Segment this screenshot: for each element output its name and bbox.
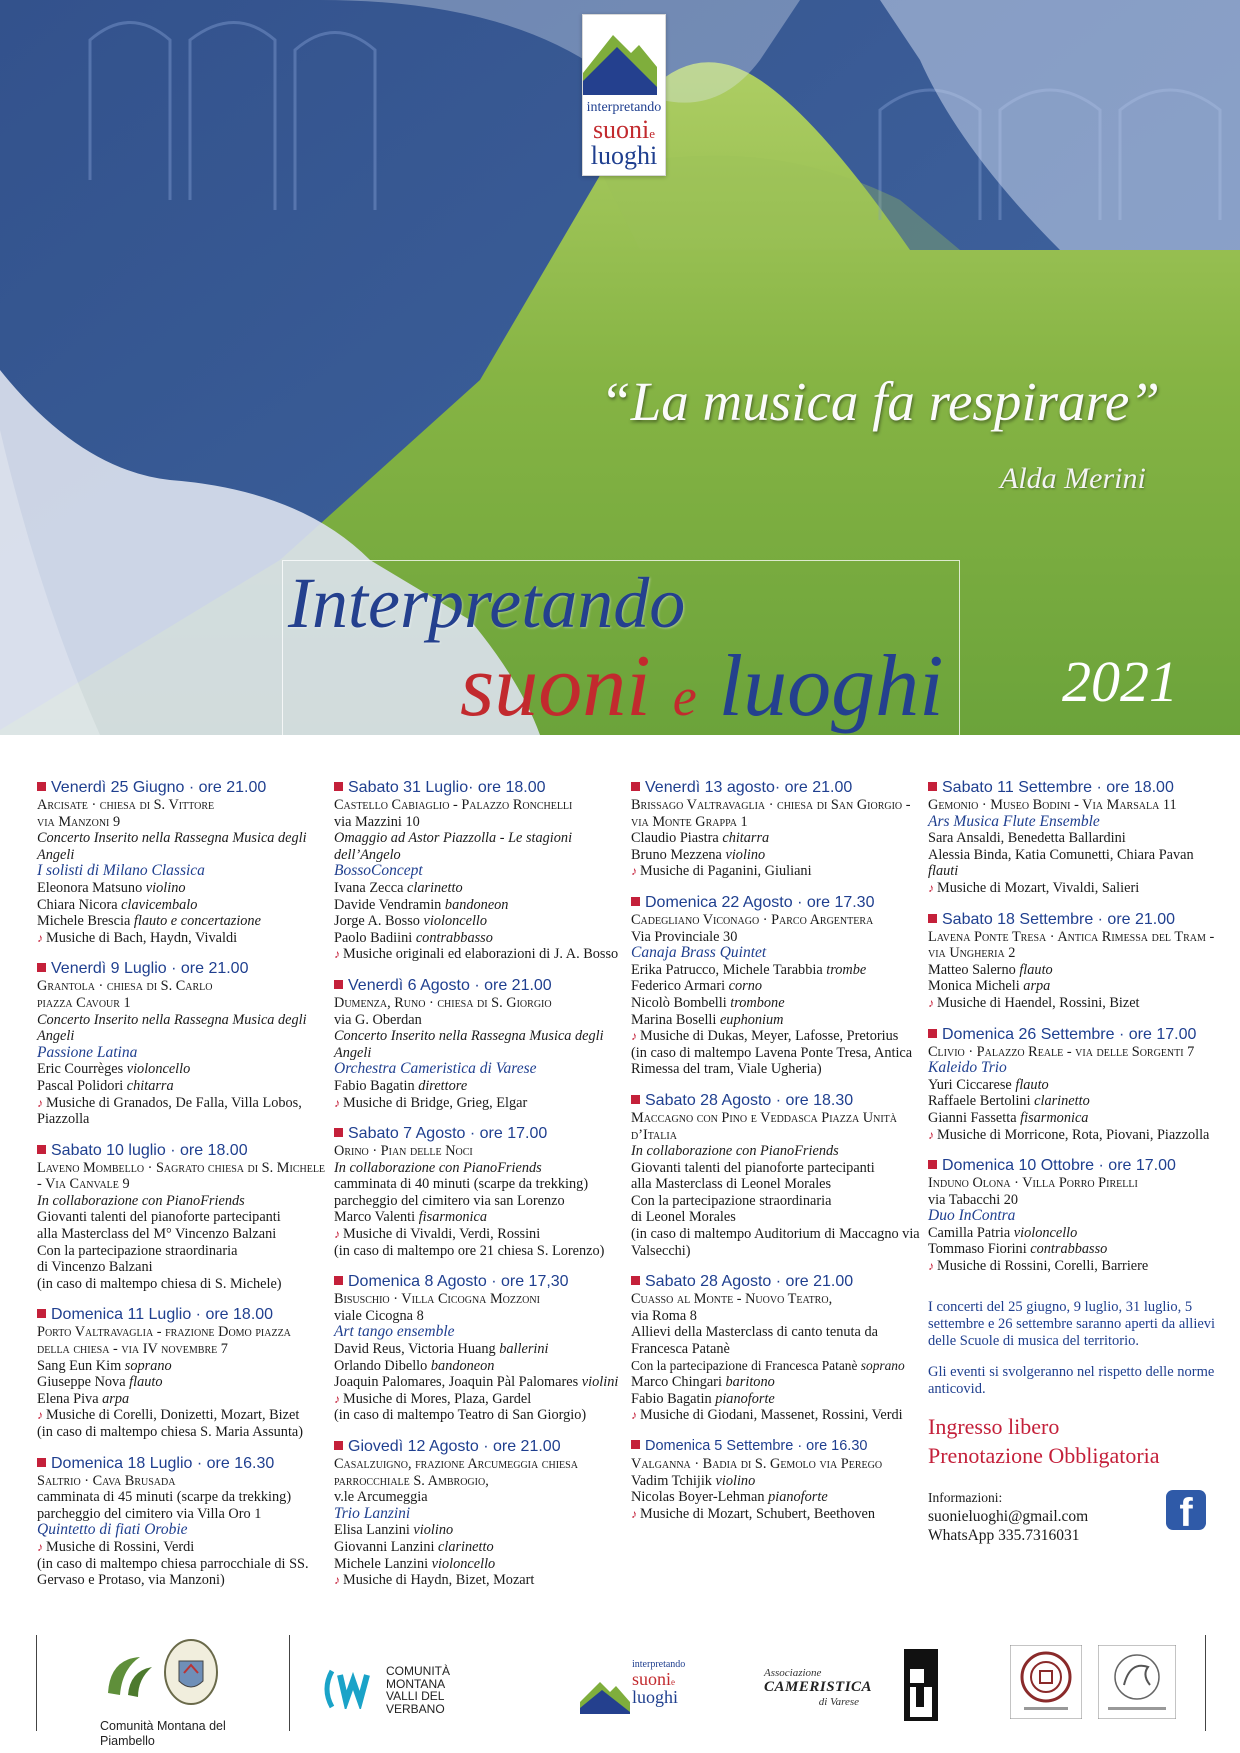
event-address: Via Provinciale 30 [631, 928, 738, 945]
performer: Elena Piva arpa [37, 1390, 130, 1407]
performer: Eric Courrèges violoncello [37, 1061, 191, 1078]
event-place: Saltrio · Cava Brusada [37, 1472, 176, 1489]
event-place: Gemonio · Museo Bodini - Via Marsala 11 [928, 797, 1177, 813]
piano-logo-icon [904, 1649, 938, 1721]
title-line2 [460, 636, 944, 737]
performer: David Reus, Victoria Huang ballerini [334, 1341, 549, 1358]
event-place: Clivio · Palazzo Reale - via delle Sorgenti 7 [928, 1043, 1195, 1060]
event-item [631, 893, 921, 1078]
cm-piambello-emblem-icon [100, 1649, 160, 1703]
event-address: via Roma 8 [631, 1307, 697, 1324]
event-address: v.le Arcumeggia [334, 1489, 428, 1506]
performer: Michele Brescia flauto e concertazione [37, 913, 261, 930]
event-heading: Venerdì 25 Giugno · ore 21.00 [37, 778, 327, 797]
event-line: (in caso di maltempo Lavena Ponte Tresa, Antica Rimessa del tram, Viale Ugheria) [631, 1044, 913, 1078]
event-note: In collaborazione con PianoFriends [631, 1143, 839, 1160]
event-line: Giovanti talenti del pianoforte partecipanti [37, 1209, 281, 1226]
event-heading: Sabato 10 luglio · ore 18.00 [37, 1141, 327, 1160]
program-column-4 [928, 778, 1218, 1545]
title-suoni: suoni [460, 638, 651, 735]
event-note: Concerto Inserito nella Rassegna Musica degli Angeli [37, 1011, 307, 1045]
performer: Joaquin Palomares, Joaquin Pàl Palomares violini [334, 1374, 619, 1391]
performer: Marco Chingari baritono [631, 1374, 775, 1391]
event-place: Brissago Valtravaglia · chiesa di San Giorgio - via Monte Grappa 1 [631, 797, 911, 830]
event-address: viale Cicogna 8 [334, 1307, 424, 1324]
cm-verbano-logo [322, 1665, 472, 1725]
event-heading: Venerdì 13 agosto· ore 21.00 [631, 778, 921, 797]
event-heading: Domenica 18 Luglio · ore 16.30 [37, 1454, 327, 1473]
event-line: Giovanti talenti del pianoforte partecipanti [631, 1159, 875, 1176]
event-ensemble: Trio Lanzini [334, 1504, 411, 1522]
event-place: Maccagno con Pino e Veddasca Piazza Unità d’Italia [631, 1109, 897, 1143]
event-note: In collaborazione con PianoFriends [334, 1159, 542, 1176]
event-line: Sara Ansaldi, Benedetta Ballardini [928, 830, 1126, 847]
schools-note: I concerti del 25 giugno, 9 luglio, 31 luglio, 5 settembre e 26 settembre saranno aperti da allievi delle Scuole di musica del territorio. [928, 1298, 1216, 1349]
title-luoghi: luoghi [718, 638, 944, 735]
event-ensemble: BossoConcept [334, 862, 423, 880]
year: 2021 [1062, 649, 1178, 714]
cm-verbano-text: COMUNITÀ MONTANA VALLI DEL VERBANO [386, 1664, 450, 1716]
performer: Vadim Tchijik violino [631, 1472, 756, 1489]
event-program: ♪ Musiche di Dukas, Meyer, Lafosse, Pretorius [631, 1028, 921, 1045]
event-program: ♪ Musiche di Paganini, Giuliani [631, 863, 921, 880]
mountain-logo-icon [580, 1674, 630, 1714]
facebook-icon[interactable]: f [1166, 1490, 1206, 1530]
event-program: ♪ Musiche di Haendel, Rossini, Bizet [928, 995, 1218, 1012]
event-ensemble: Ars Musica Flute Ensemble [928, 812, 1100, 830]
performer: Tommaso Fiorini contrabbasso [928, 1241, 1108, 1258]
event-line: camminata di 45 minuti (scarpe da trekking) [37, 1489, 292, 1506]
event-heading: Sabato 7 Agosto · ore 17.00 [334, 1124, 624, 1143]
event-place: Lavena Ponte Tresa · Antica Rimessa del Tram - via Ungheria 2 [928, 928, 1215, 962]
performer: Giovanni Lanzini clarinetto [334, 1538, 494, 1555]
event-ensemble: Duo InContra [928, 1207, 1016, 1225]
event-item [37, 1305, 327, 1440]
event-ensemble: Art tango ensemble [334, 1323, 455, 1341]
event-heading: Giovedì 12 Agosto · ore 21.00 [334, 1437, 624, 1456]
event-place: Casalzuigno, frazione Arcumeggia chiesa parrocchiale S. Ambrogio, [334, 1456, 578, 1489]
contact-info [928, 1488, 1218, 1545]
event-address: piazza Cavour 1 [37, 994, 131, 1011]
event-item [928, 910, 1218, 1012]
performer: Fabio Bagatin pianoforte [631, 1390, 775, 1407]
event-place: Induno Olona · Villa Porro Pirelli [928, 1175, 1138, 1192]
event-item [631, 1437, 921, 1522]
event-heading: Sabato 31 Luglio· ore 18.00 [334, 778, 624, 797]
event-item [334, 1437, 624, 1589]
event-item [631, 1272, 921, 1424]
performer: Yuri Ciccarese flauto [928, 1076, 1049, 1093]
performer: Michele Lanzini violoncello [334, 1555, 496, 1572]
contact-email[interactable]: suonieluoghi@gmail.com [928, 1507, 1089, 1525]
event-line: (in caso di maltempo chiesa S. Maria Assunta) [37, 1424, 304, 1440]
event-note: In collaborazione con PianoFriends [37, 1192, 245, 1209]
quote-text: “La musica fa respirare” [600, 371, 1160, 432]
event-item [37, 959, 327, 1127]
event-program: ♪ Musiche di Vivaldi, Verdi, Rossini [334, 1226, 624, 1243]
logo-text-3: luoghi [590, 141, 658, 170]
event-place: Cuasso al Monte - Nuovo Teatro, [631, 1291, 833, 1308]
museum-logo-icon [1098, 1645, 1176, 1719]
association-seal-icon [1010, 1645, 1082, 1719]
hero-banner [0, 0, 1240, 755]
performer: Marina Boselli euphonium [631, 1011, 784, 1028]
event-place: Arcisate · chiesa di S. Vittore [37, 797, 215, 813]
event-item [37, 1141, 327, 1293]
performer: Camilla Patria violoncello [928, 1224, 1078, 1241]
event-program: ♪ Musiche originali ed elaborazioni di J. A. Bosso [334, 946, 624, 963]
event-place: Grantola · chiesa di S. Carlo [37, 978, 213, 995]
event-line: camminata di 40 minuti (scarpe da trekking) [334, 1176, 589, 1193]
event-note: Omaggio ad Astor Piazzolla - Le stagioni dell’Angelo [334, 830, 573, 863]
event-place: Laveno Mombello · Sagrato chiesa di S. Michele - Via Canvale 9 [37, 1159, 326, 1193]
event-program: ♪ Musiche di Mozart, Vivaldi, Salieri [928, 880, 1218, 897]
performer: Chiara Nicora clavicembalo [37, 896, 198, 913]
event-item [334, 1272, 624, 1424]
logo-text-2: suonie [592, 115, 656, 144]
event-line: Allievi della Masterclass di canto tenuta da Francesca Patanè [631, 1324, 878, 1358]
performer: Paolo Badiini contrabbasso [334, 929, 493, 946]
event-address: via Tabacchi 20 [928, 1191, 1019, 1208]
event-item [631, 1091, 921, 1259]
event-line: Con la partecipazione di Francesca Patanè soprano [631, 1357, 905, 1373]
cm-verbano-mark-icon [322, 1669, 378, 1709]
event-heading: Domenica 22 Agosto · ore 17.30 [631, 893, 921, 912]
event-program: ♪ Musiche di Mores, Plaza, Gardel [334, 1391, 624, 1408]
event-program: ♪ Musiche di Rossini, Corelli, Barriere [928, 1258, 1218, 1275]
cm-piambello-text: Comunità Montana del Piambello [100, 1719, 226, 1748]
event-heading: Domenica 8 Agosto · ore 17,30 [334, 1272, 624, 1291]
event-heading: Sabato 18 Settembre · ore 21.00 [928, 910, 1218, 929]
performer: Nicolò Bombelli trombone [631, 994, 785, 1011]
event-item [334, 778, 624, 963]
municipal-crest-icon [162, 1637, 220, 1707]
event-line: alla Masterclass di Leonel Morales [631, 1176, 832, 1193]
event-line: Con la partecipazione straordinaria [37, 1242, 238, 1259]
performer: Jorge A. Bosso violoncello [334, 913, 488, 930]
mountain-logo-icon [583, 15, 657, 95]
event-line: Alessia Binda, Katia Comunetti, Chiara Pavan flauti [928, 846, 1194, 880]
performer: Claudio Piastra chitarra [631, 830, 770, 847]
event-program: ♪ Musiche di Bridge, Grieg, Elgar [334, 1095, 624, 1112]
event-program: ♪ Musiche di Mozart, Schubert, Beethoven [631, 1506, 921, 1523]
program-column-1 [37, 778, 327, 1602]
event-place: Castello Cabiaglio - Palazzo Ronchelli [334, 797, 573, 813]
info-label: Informazioni: [928, 1489, 1003, 1505]
performer: Federico Armari corno [631, 978, 763, 995]
event-item [334, 976, 624, 1111]
sponsor-footer [0, 1625, 1240, 1753]
event-note: Concerto Inserito nella Rassegna Musica degli Angeli [37, 830, 307, 863]
performer: Gianni Fassetta fisarmonica [928, 1109, 1089, 1126]
performer: Raffaele Bertolini clarinetto [928, 1093, 1090, 1110]
program-column-2 [334, 778, 624, 1602]
event-item [334, 1124, 624, 1259]
event-heading: Venerdì 6 Agosto · ore 21.00 [334, 976, 624, 995]
event-place: Dumenza, Runo · chiesa di S. Giorgio [334, 994, 552, 1011]
event-ensemble: Quintetto di fiati Orobie [37, 1521, 188, 1539]
event-address: via Manzoni 9 [37, 813, 121, 830]
performer: Fabio Bagatin direttore [334, 1077, 468, 1094]
event-item [928, 1156, 1218, 1275]
event-line: (in caso di maltempo ore 21 chiesa S. Lorenzo) [334, 1242, 605, 1259]
event-heading: Domenica 26 Settembre · ore 17.00 [928, 1025, 1218, 1044]
event-line: di Vincenzo Balzani [37, 1259, 153, 1276]
event-place: Cadegliano Viconago · Parco Argentera [631, 911, 874, 928]
event-address: via G. Oberdan [334, 1011, 422, 1028]
event-line: di Leonel Morales [631, 1209, 736, 1226]
event-place: Bisuschio · Villa Cicogna Mozzoni [334, 1291, 540, 1308]
event-line: Con la partecipazione straordinaria [631, 1192, 832, 1209]
festival-footer-text: interpretando suonie luoghi [632, 1659, 686, 1707]
event-program: ♪ Musiche di Giodani, Massenet, Rossini, Verdi [631, 1407, 921, 1424]
event-program: ♪ Musiche di Rossini, Verdi [37, 1539, 327, 1556]
performer: Monica Micheli arpa [928, 978, 1051, 995]
cameristica-logo: Associazione CAMERISTICA di Varese [764, 1667, 873, 1708]
event-program: ♪ Musiche di Corelli, Donizetti, Mozart, Bizet [37, 1407, 327, 1424]
event-heading: Sabato 28 Agosto · ore 21.00 [631, 1272, 921, 1291]
event-program: ♪ Musiche di Morricone, Rota, Piovani, Piazzolla [928, 1127, 1218, 1144]
event-ensemble: Kaleido Trio [928, 1059, 1007, 1077]
performer: Matteo Salerno flauto [928, 961, 1053, 978]
event-line: parcheggio del cimitero via san Lorenzo [334, 1192, 565, 1209]
title-e: e [672, 667, 697, 727]
performer: Marco Valenti fisarmonica [334, 1209, 488, 1226]
event-line: (in caso di maltempo Auditorium di Maccagno via Valsecchi) [631, 1226, 920, 1259]
event-program: ♪ Musiche di Haydn, Bizet, Mozart [334, 1572, 624, 1589]
event-heading: Domenica 10 Ottobre · ore 17.00 [928, 1156, 1218, 1175]
performer: Orlando Dibello bandoneon [334, 1357, 495, 1374]
performer: Davide Vendramin bandoneon [334, 896, 509, 913]
event-heading: Domenica 5 Settembre · ore 16.30 [631, 1437, 921, 1456]
event-line: parcheggio del cimitero via Villa Oro 1 [37, 1505, 262, 1522]
event-heading: Sabato 11 Settembre · ore 18.00 [928, 778, 1218, 797]
contact-phone[interactable]: WhatsApp 335.7316031 [928, 1526, 1080, 1544]
event-program: ♪ Musiche di Granados, De Falla, Villa Lobos, Piazzolla [37, 1095, 327, 1128]
logo-text-1: interpretando [586, 100, 662, 115]
event-ensemble: Passione Latina [37, 1043, 138, 1061]
festival-footer-logo [580, 1660, 692, 1720]
event-program: ♪ Musiche di Bach, Haydn, Vivaldi [37, 930, 327, 947]
program-column-3 [631, 778, 921, 1535]
event-heading: Domenica 11 Luglio · ore 18.00 [37, 1305, 327, 1324]
event-place: Orino · Pian delle Noci [334, 1143, 473, 1160]
booking-required: Prenotazione Obbligatoria [928, 1442, 1160, 1468]
event-place: Porto Valtravaglia - frazione Domo piazza della chiesa - via IV novembre 7 [37, 1324, 291, 1358]
event-place: Valganna · Badia di S. Gemolo via Perego [631, 1456, 883, 1472]
event-heading: Sabato 28 Agosto · ore 18.30 [631, 1091, 921, 1110]
event-ensemble: Canaja Brass Quintet [631, 944, 767, 962]
event-item [37, 778, 327, 946]
performer: Bruno Mezzena violino [631, 846, 766, 863]
event-item [631, 778, 921, 880]
event-item [928, 778, 1218, 897]
covid-note: Gli eventi si svolgeranno nel rispetto delle norme anticovid. [928, 1363, 1215, 1397]
event-note: Concerto Inserito nella Rassegna Musica degli Angeli [334, 1028, 604, 1061]
event-line: alla Masterclass del M° Vincenzo Balzani [37, 1226, 277, 1243]
title-line1: Interpretando [288, 563, 686, 643]
performer: Nicolas Boyer-Lehman pianoforte [631, 1489, 828, 1506]
performer: Pascal Polidori chitarra [37, 1077, 174, 1094]
event-address: via Mazzini 10 [334, 813, 420, 830]
festival-logo [582, 14, 666, 176]
entry-info [928, 1412, 1218, 1470]
event-item [928, 1025, 1218, 1144]
performer: Ivana Zecca clarinetto [334, 879, 463, 896]
event-ensemble: I solisti di Milano Classica [37, 862, 205, 880]
event-heading: Venerdì 9 Luglio · ore 21.00 [37, 959, 327, 978]
performer: Eleonora Matsuno violino [37, 879, 186, 896]
event-ensemble: Orchestra Cameristica di Varese [334, 1060, 537, 1078]
event-item [37, 1454, 327, 1589]
performer: Elisa Lanzini violino [334, 1522, 454, 1539]
event-line: (in caso di maltempo chiesa parrocchiale di SS. Gervaso e Protaso, via Manzoni) [37, 1555, 309, 1589]
performer: Giuseppe Nova flauto [37, 1374, 163, 1391]
performer: Erika Patrucco, Michele Tarabbia trombe [631, 961, 867, 978]
performer: Sang Eun Kim soprano [37, 1357, 172, 1374]
event-line: (in caso di maltempo chiesa di S. Michele) [37, 1275, 282, 1292]
free-entry: Ingresso libero [928, 1413, 1060, 1439]
event-line: (in caso di maltempo Teatro di San Giorgio) [334, 1407, 587, 1424]
quote-author: Alda Merini [1000, 462, 1146, 495]
